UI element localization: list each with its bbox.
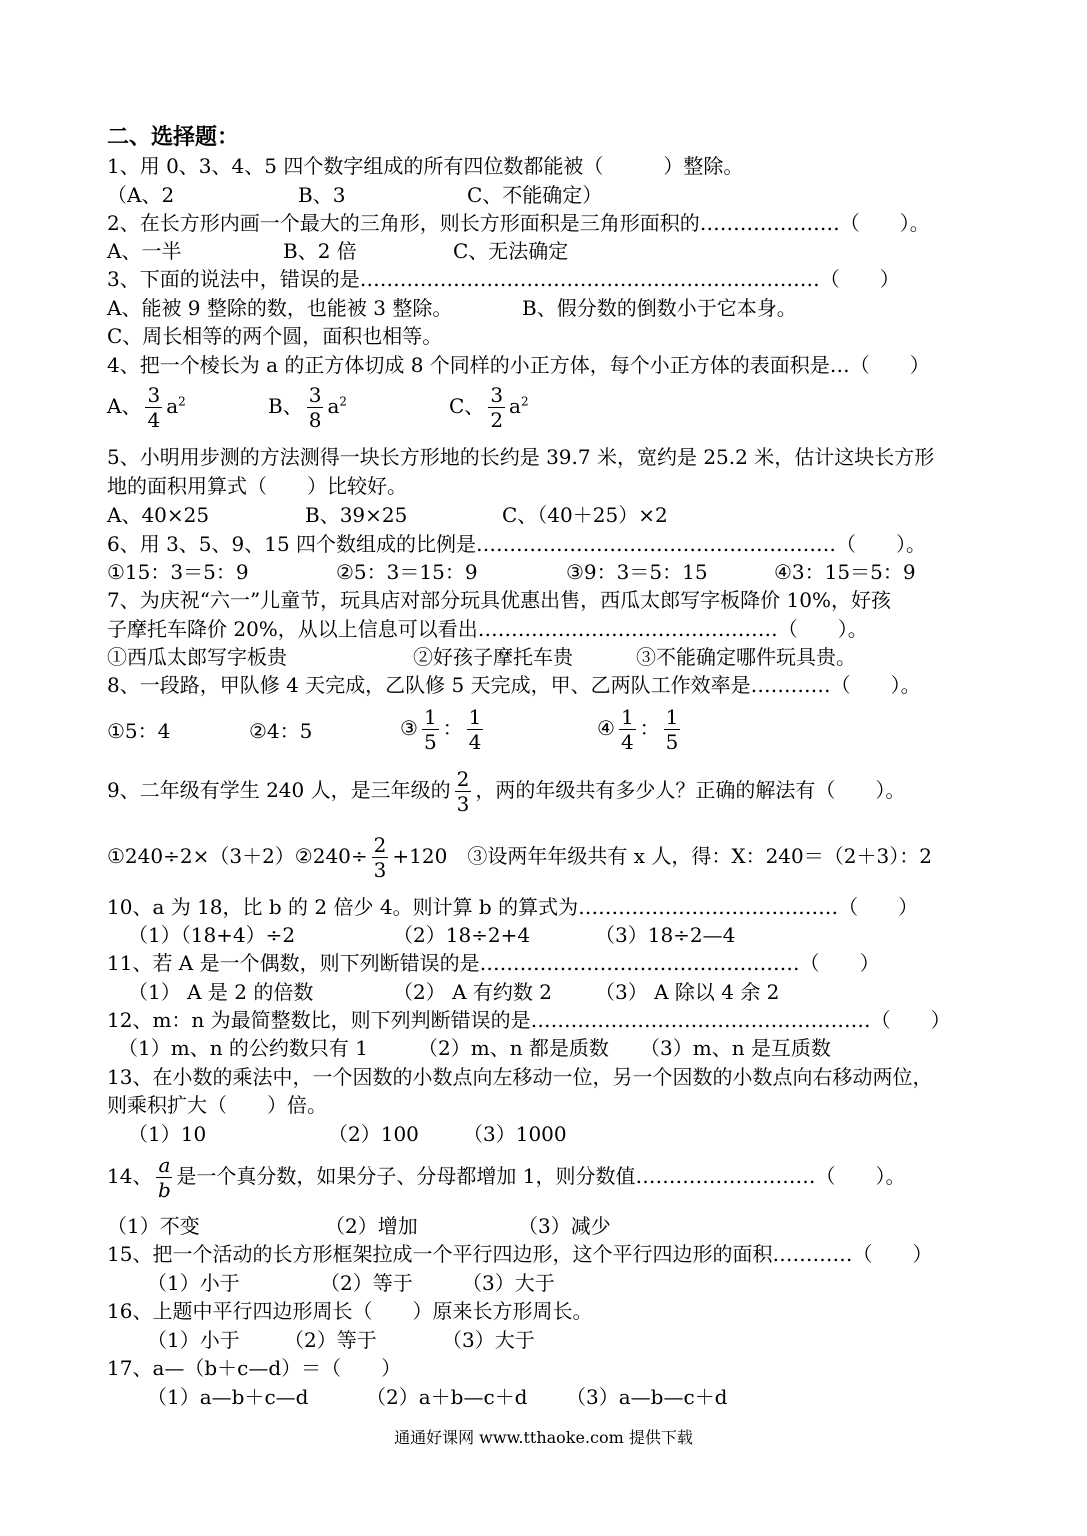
q11-option-2: （2） A 有约数 2 <box>393 980 552 1004</box>
q10-option-3: （3）18÷2—4 <box>595 923 736 947</box>
q2-option-a: A、一半 <box>107 239 182 263</box>
question-3: 3、下面的说法中，错误的是……………………………………………………………（ ） <box>107 267 900 291</box>
question-17: 17、a—（b＋c—d）＝（ ） <box>107 1356 402 1380</box>
q6-option-2: ②5：3＝15：9 <box>336 560 478 584</box>
question-15: 15、把一个活动的长方形框架拉成一个平行四边形，这个平行四边形的面积…………（ ） <box>107 1242 933 1266</box>
q4-option-b: B、 $\frac{3}{8}$ $a^2$ <box>268 383 348 432</box>
q10-option-2: （2）18÷2+4 <box>393 923 531 947</box>
q6-option-1: ①15：3＝5：9 <box>107 560 249 584</box>
question-12: 12、m：n 为最简整数比，则下列判断错误的是……………………………………………（ ） <box>107 1008 951 1032</box>
question-14: 14、 $\frac{a}{b}$ 是一个真分数，如果分子、分母都增加 1，则分数值………………………（ ）。 <box>107 1153 906 1202</box>
q10-option-1: （1）（18+4）÷2 <box>128 923 296 947</box>
q2-option-c: C、无法确定 <box>453 239 569 263</box>
fraction: $\frac{1}{5}$ <box>423 705 437 754</box>
q8-option-2: ②4：5 <box>249 719 313 743</box>
q3-option-b: B、假分数的倒数小于它本身。 <box>522 296 797 320</box>
q1-option-a: （A、2 <box>107 183 175 207</box>
q16-option-3: （3）大于 <box>442 1328 535 1352</box>
fraction: $\frac{3}{2}$ <box>490 383 504 432</box>
q13-option-3: （3）1000 <box>463 1122 567 1146</box>
q13-option-1: （1）10 <box>128 1122 207 1146</box>
question-1: 1、用 0、3、4、5 四个数字组成的所有四位数都能被（ ）整除。 <box>107 154 744 178</box>
question-10: 10、a 为 18，比 b 的 2 倍少 4。则计算 b 的算式为…………………………………（ ） <box>107 895 919 919</box>
q4-option-b-label: B、 <box>268 394 303 418</box>
fraction: $\frac{a}{b}$ <box>158 1153 171 1202</box>
question-9-solutions: ①240÷2×（3＋2）②240÷ $\frac{2}{3}$ +120 ③设两年年级共有 x 人，得：X：240＝（2＋3）：2 <box>107 833 932 882</box>
q12-option-3: （3）m、n 是互质数 <box>640 1036 831 1060</box>
fraction: $\frac{1}{5}$ <box>665 705 679 754</box>
q12-option-2: （2）m、n 都是质数 <box>418 1036 609 1060</box>
question-4: 4、把一个棱长为 a 的正方体切成 8 个同样的小正方体，每个小正方体的表面积是…（ ） <box>107 353 930 377</box>
q4-option-a-label: A、 <box>107 394 142 418</box>
q3-option-c: C、周长相等的两个圆，面积也相等。 <box>107 324 443 348</box>
q6-option-4: ④3：15＝5：9 <box>774 560 916 584</box>
q14-option-3: （3）减少 <box>518 1214 611 1238</box>
q8-option-1: ①5：4 <box>107 719 171 743</box>
question-5-line-1: 5、小明用步测的方法测得一块长方形地的长约是 39.7 米，宽约是 25.2 米，估计这块长方形 <box>107 445 935 469</box>
q5-option-b: B、39×25 <box>305 503 408 527</box>
q9-solution-3: ③设两年年级共有 x 人，得：X：240＝（2＋3）：2 <box>467 844 932 868</box>
question-16: 16、上题中平行四边形周长（ ）原来长方形周长。 <box>107 1299 593 1323</box>
q8-option-4: ④ $\frac{1}{4}$ ： $\frac{1}{5}$ <box>597 705 679 754</box>
question-13-line-2: 则乘积扩大（ ）倍。 <box>107 1093 327 1117</box>
q2-option-b: B、2 倍 <box>283 239 357 263</box>
question-8: 8、一段路，甲队修 4 天完成，乙队修 5 天完成，甲、乙两队工作效率是…………（ ）。 <box>107 673 921 697</box>
q11-option-1: （1） A 是 2 的倍数 <box>128 980 314 1004</box>
question-2: 2、在长方形内画一个最大的三角形，则长方形面积是三角形面积的…………………（ ）。 <box>107 211 930 235</box>
q14-option-1: （1）不变 <box>107 1214 200 1238</box>
q15-option-1: （1）小于 <box>147 1271 240 1295</box>
q14-option-2: （2）增加 <box>325 1214 418 1238</box>
fraction: $\frac{2}{3}$ <box>456 767 470 816</box>
section-title: 二、选择题： <box>107 125 240 150</box>
q8-option-3: ③ $\frac{1}{5}$ ： $\frac{1}{4}$ <box>400 705 482 754</box>
q17-option-2: （2）a＋b—c＋d <box>366 1385 528 1409</box>
q7-option-1: ①西瓜太郎写字板贵 <box>107 645 287 669</box>
q6-option-3: ③9：3＝5：15 <box>566 560 708 584</box>
question-11: 11、若 A 是一个偶数，则下列断错误的是…………………………………………（ ） <box>107 951 880 975</box>
q5-option-a: A、40×25 <box>107 503 210 527</box>
q9-solution-1: ①240÷2×（3＋2） <box>107 844 295 868</box>
question-13-line-1: 13、在小数的乘法中，一个因数的小数点向左移动一位，另一个因数的小数点向右移动两位， <box>107 1065 933 1089</box>
fraction: $\frac{3}{8}$ <box>308 383 322 432</box>
question-9: 9、二年级有学生 240 人，是三年级的 $\frac{2}{3}$ ，两的年级共有多少人？正确的解法有（ ）。 <box>107 767 906 816</box>
question-7-line-1: 7、为庆祝“六一”儿童节，玩具店对部分玩具优惠出售，西瓜太郎写字板降价 10%，好孩 <box>107 588 891 612</box>
q16-option-1: （1）小于 <box>147 1328 240 1352</box>
q15-option-2: （2）等于 <box>320 1271 413 1295</box>
q11-option-3: （3） A 除以 4 余 2 <box>595 980 780 1004</box>
fraction: $\frac{2}{3}$ <box>373 833 387 882</box>
q4-option-c: C、 $\frac{3}{2}$ $a^2$ <box>449 383 529 432</box>
q17-option-1: （1）a—b＋c—d <box>147 1385 309 1409</box>
q12-option-1: （1）m、n 的公约数只有 1 <box>118 1036 369 1060</box>
fraction: $\frac{3}{4}$ <box>147 383 161 432</box>
fraction: $\frac{1}{4}$ <box>620 705 634 754</box>
q4-option-c-label: C、 <box>449 394 485 418</box>
q4-option-a: A、 $\frac{3}{4}$ $a^2$ <box>107 383 186 432</box>
q16-option-2: （2）等于 <box>284 1328 377 1352</box>
q15-option-3: （3）大于 <box>462 1271 555 1295</box>
q13-option-2: （2）100 <box>328 1122 419 1146</box>
question-5-line-2: 地的面积用算式（ ）比较好。 <box>107 474 407 498</box>
question-6: 6、用 3、5、9、15 四个数组成的比例是………………………………………………（ ）。 <box>107 532 927 556</box>
q9-solution-2: ②240÷ <box>294 844 368 868</box>
q7-option-3: ③不能确定哪件玩具贵。 <box>636 645 856 669</box>
question-7-line-2: 子摩托车降价 20%，从以上信息可以看出………………………………………（ ）。 <box>107 617 868 641</box>
fraction: $\frac{1}{4}$ <box>468 705 482 754</box>
footer-credit: 通通好课网 www.tthaoke.com 提供下载 <box>394 1428 693 1447</box>
q1-option-b: B、3 <box>298 183 346 207</box>
q17-option-3: （3）a—b—c＋d <box>566 1385 728 1409</box>
q1-option-c: C、不能确定） <box>467 183 603 207</box>
q5-option-c: C、（40＋25）×2 <box>502 503 668 527</box>
q7-option-2: ②好孩子摩托车贵 <box>413 645 573 669</box>
q3-option-a: A、能被 9 整除的数，也能被 3 整除。 <box>107 296 453 320</box>
